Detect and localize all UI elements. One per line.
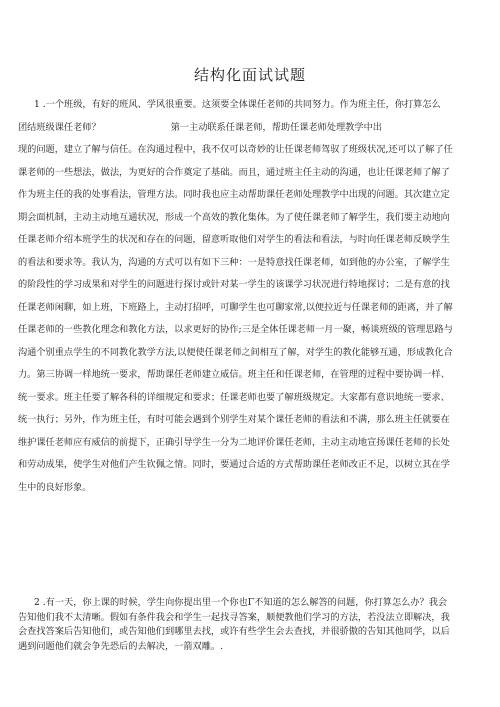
question-2-block [18, 596, 488, 654]
paragraph-line: 2 .有一天，你上课的时候，学生向你提出里一个你也Γ不知道的怎么解答的问题，你打算怎么办？我会 [34, 597, 448, 608]
paragraph-line: 1 .一个班级，有好的班风、学风很重要。这须要全体课任老师的共同努力。作为班主任，你打算怎么 [34, 99, 441, 110]
paragraph-line: 统一执行；另外，作为班主任，有时可能会遇到个别学生对某个课任老师的看法和不满，那么班主任就要在 [18, 414, 450, 425]
question-1-answer-start: 第一主动联系任课老师，帮助任课老师处理教学中出 [170, 121, 382, 133]
paragraph-line: 沟通个别重点学生的不同教化教学方法,以便使任课老师之间相互了解，对学生的教化能够互通，形成教化合 [18, 346, 453, 358]
paragraph-line: 现的问题，建立了解与信任。在沟通过程中，我不仅可以奇妙的让任课老师驾驭了班级状况,还可以了解了任 [18, 144, 453, 155]
paragraph-line: 作为班主任的我的处事看法，管理方法。同时我也应主动帮助课任老师处理教学中出现的问题。其次建立定 [18, 189, 450, 200]
paragraph-line: 期会面机制，主动主动地互通状况，形成一个高效的教化集体。为了使任课老师了解学生，我们要主动地向 [18, 211, 450, 223]
question-1-block [18, 94, 488, 499]
paragraph-line: 的看法和要求等。我认为，沟通的方式可以有如下三种：一是特意找任课老师，如到他的办公室，了解学生 [18, 256, 450, 268]
page-title: 结构化面试试题 [193, 66, 306, 84]
paragraph-line: 任课老师闲聊，如上班，下班路上，主动打招呼，可聊学生也可聊家常,以便拉近与任课老师的距离，并了解 [18, 301, 453, 313]
paragraph-line: 生中的良好形象。 [18, 481, 92, 493]
paragraph-line: 的阶段性的学习成果和对学生的问题进行探讨或针对某一学生的该课学习状况进行特地探讨；二是有意的找 [18, 279, 450, 290]
paragraph-line: 统一要求。班主任要了解各科的详细规定和要求；任课老师也要了解班级规定。大家都有意识地统一要求、 [18, 391, 450, 403]
paragraph-line [18, 117, 488, 140]
paragraph-line: 维护课任老师应有威信的前提下，正确引导学生一分为二地评价课任老师，主动主动地宣扬课任老师的长处 [18, 436, 450, 448]
paragraph-line: 和劳动成果，使学生对他们产生钦佩之情。同时，要通过合适的方式帮助课任老师改正不足，以树立其在学 [18, 459, 450, 470]
paragraph-line: 任课老师的一些教化理念和教化方法，以求更好的协作;三是全体任课老师一月一聚，畅谈班级的管理思路与 [18, 324, 453, 335]
paragraph-line: 课老师的一些想法，做法，为更好的合作奠定了基础。而且，通过班主任主动的沟通，也让任课老师了解了 [18, 166, 450, 178]
question-1-ask: 团结班级课任老师？ [18, 121, 101, 133]
paragraph-line: 告知他们我不太清晰。假如有条件我会和学生一起找寻答案，顺便教他们学习的方法，若没法立即解决，我 [18, 611, 450, 623]
paragraph-line: 会查找答案后告知他们，或告知他们到哪里去找，或许有些学生会去查找，并很骄傲的告知其他同学，以后 [18, 626, 450, 637]
paragraph-line: 任课老师介绍本班学生的状况和存在的问题，留意听取他们对学生的看法和看法，与时向任课老师反映学生 [18, 234, 450, 245]
paragraph-line: 遇到问题他们就会争先恐后的去解决，一箭双雕。. [18, 640, 224, 652]
paragraph-line: 力。第三协调一样地统一要求，帮助课任老师建立威信。班主任和任课老师，在管理的过程中要协调一样、 [18, 369, 450, 380]
